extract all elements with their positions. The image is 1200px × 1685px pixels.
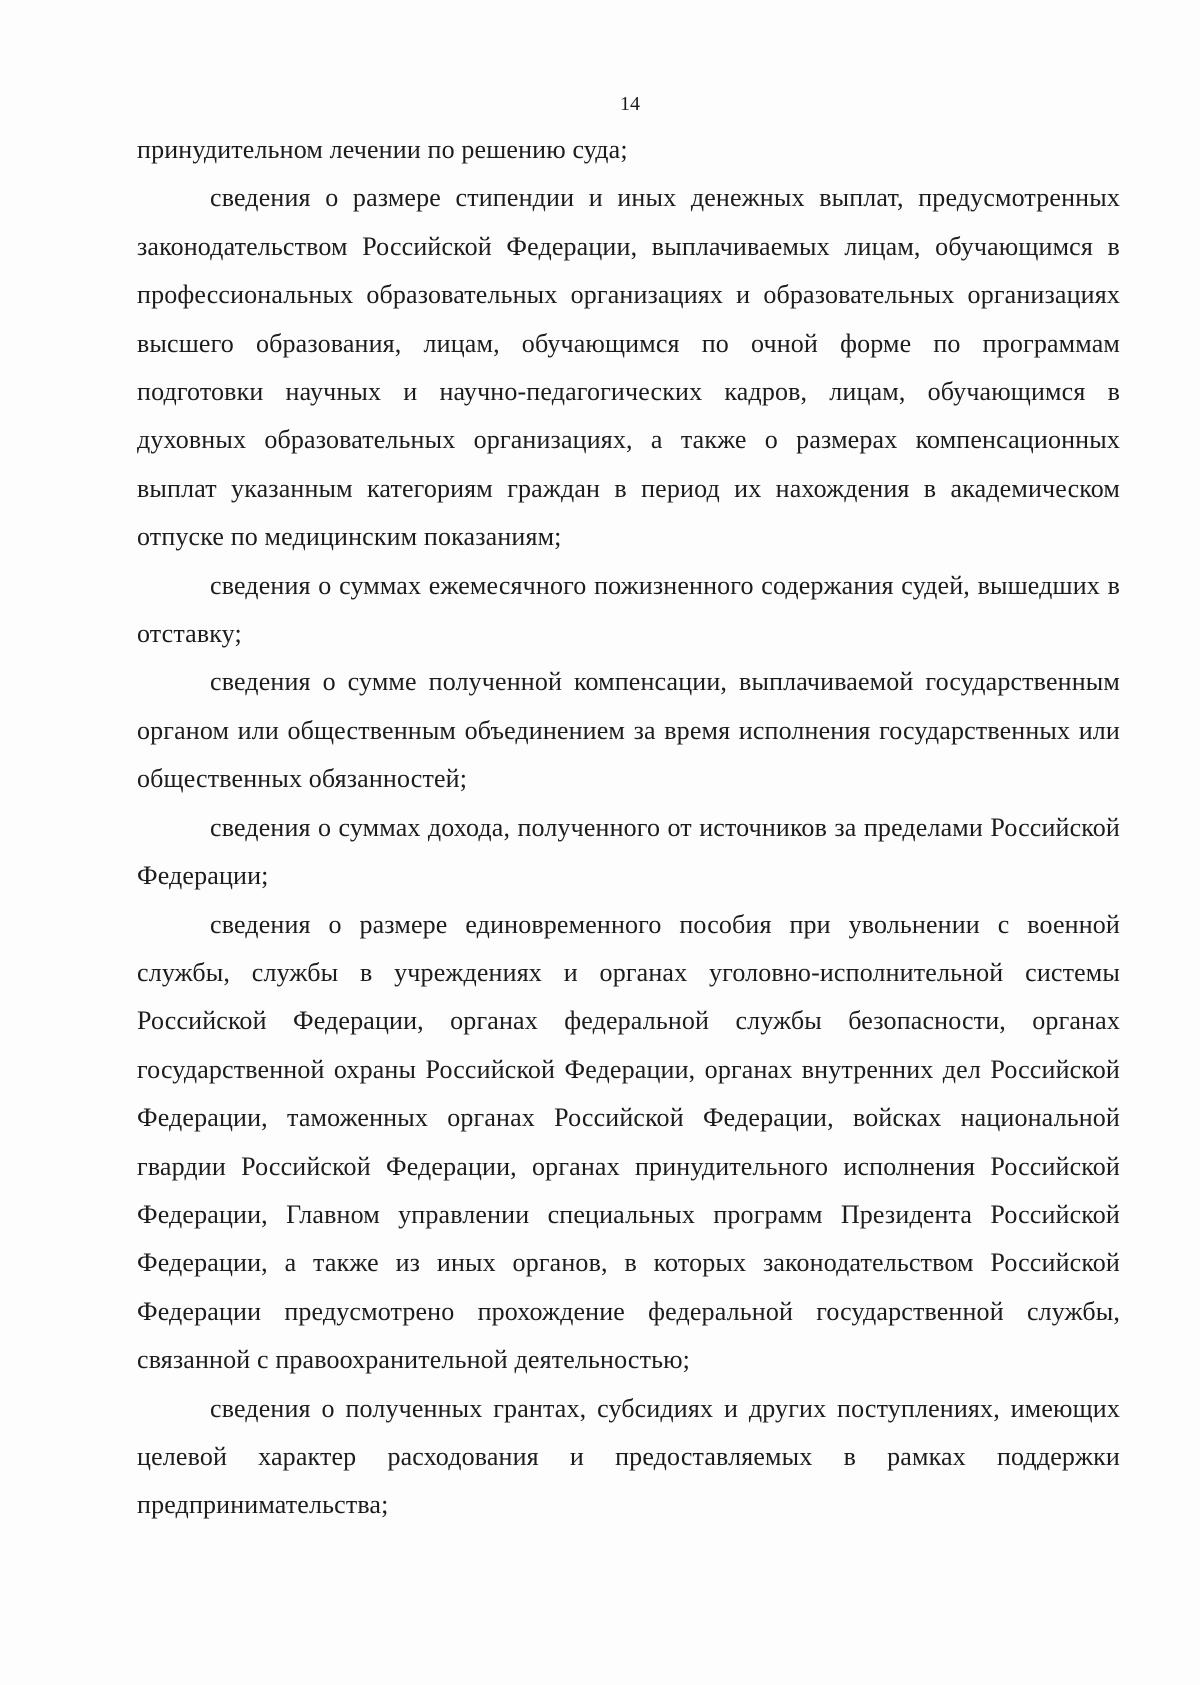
paragraph-compensation: сведения о сумме полученной компенсации, выплачиваемой государственным органом или общественным объединением за время исполнения государственных или общественных обязанностей; xyxy=(137,667,1120,794)
page-number: 14 xyxy=(620,93,640,115)
paragraph-grants: сведения о полученных грантах, субсидиях и других поступлениях, имеющих целевой характер расходования и предоставляемых в рамках поддержки предпринимательства; xyxy=(137,1393,1120,1520)
paragraph-foreign-income: сведения о суммах дохода, полученного от источников за пределами Российской Федерации; xyxy=(137,812,1120,891)
paragraph-judges-allowance: сведения о суммах ежемесячного пожизненного содержания судей, вышедших в отставку; xyxy=(137,570,1120,649)
paragraph-stipend: сведения о размере стипендии и иных денежных выплат, предусмотренных законодательством Российской Федерации, выплачиваемых лицам, обучающимся в профессиональных образовательных организациях и образовательных организациях высшего образования, лицам, обучающимся по очной форме по программам подготовки научных и научно-педагогических кадров, лицам, обучающимся в духовных образовательных организациях, а также о размерах компенсационных выплат указанным категориям граждан в период их нахождения в академическом отпуске по медицинским показаниям; xyxy=(137,183,1120,552)
paragraph-continuation: принудительном лечении по решению суда; xyxy=(137,135,628,164)
paragraph-severance: сведения о размере единовременного пособия при увольнении с военной службы, службы в учреждениях и органах уголовно-исполнительной системы Российской Федерации, органах федеральной службы безопасности, органах государственной охраны Российской Федерации, органах внутренних дел Российской Федерации, таможенных органах Российской Федерации, войсках национальной гвардии Российской Федерации, органах принудительного исполнения Российской Федерации, Главном управлении специальных программ Президента Российской Федерации, а также из иных органов, в которых законодательством Российской Федерации предусмотрено прохождение федеральной государственной службы, связанной с правоохранительной деятельностью; xyxy=(137,909,1120,1375)
document-body xyxy=(137,126,1120,1530)
